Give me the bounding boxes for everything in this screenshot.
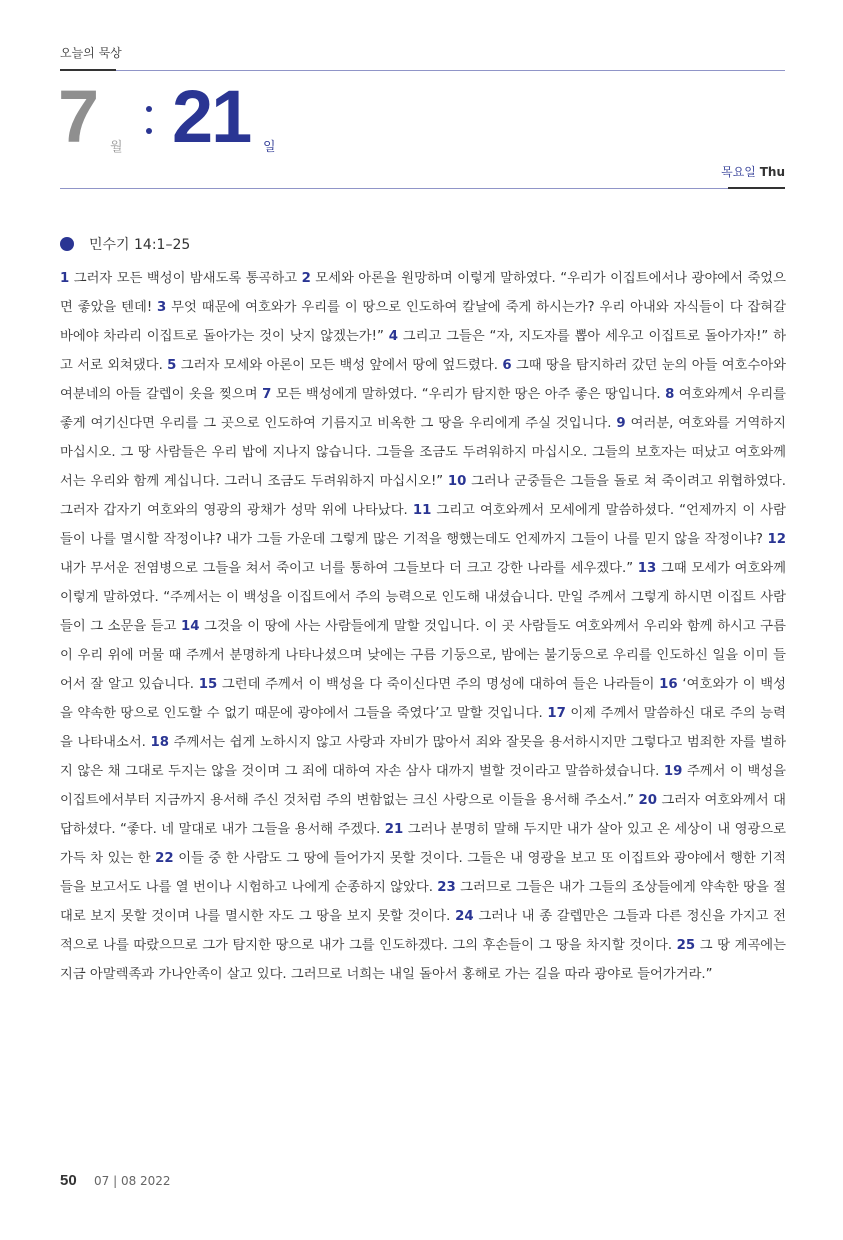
verse-text: 그러자 모세와 아론이 모든 백성 앞에서 땅에 엎드렸다. xyxy=(176,358,503,373)
verse-number: 8 xyxy=(665,387,675,402)
verse-number: 1 xyxy=(60,271,70,286)
verse-number: 24 xyxy=(455,909,474,924)
verse-text: 그러므로 그들은 내가 그들의 조상들에게 약속한 땅을 절대로 보지 못할 것이며 나를 멸시한 자도 그 땅을 보지 못할 것이다. xyxy=(60,880,786,924)
month-unit: 월 xyxy=(110,140,123,155)
verse-number: 25 xyxy=(676,938,696,953)
verse-number: 6 xyxy=(502,358,512,373)
verse-text: 그것을 이 땅에 사는 사람들에게 말할 것입니다. 이 곳 사람들도 여호와께서 우리와 함께 하시고 구름이 우리 위에 머물 때 주께서 분명하게 나타나셨으며 낮에는 구름 기둥으로, 밤에는 불기둥으로 우리를 인도하신 일을 이미 들어서 잘 알고 있습니다. xyxy=(60,619,786,692)
verse-text: 모세와 아론을 원망하며 이렇게 말하였다. “우리가 이집트에서나 광야에서 죽었으면 좋았을 텐데! xyxy=(60,271,786,315)
verse-text: 그러자 모든 백성이 밤새도록 통곡하고 xyxy=(69,271,302,286)
verse-text: 그때 모세가 여호와께 이렇게 말하였다. “주께서는 이 백성을 이집트에서 주의 능력으로 인도해 내셨습니다. 만일 주께서 그렇게 하시면 이집트 사람들이 그 소문을 듣고 xyxy=(60,561,786,634)
page-number: 50 xyxy=(60,1172,77,1189)
verse-text: 그 땅 계곡에는 지금 아말렉족과 가나안족이 살고 있다. 그러므로 너희는 내일 돌아서 홍해로 가는 길을 따라 광야로 들어가거라.” xyxy=(60,938,787,982)
verse-number: 20 xyxy=(638,793,657,808)
weekday-korean: 목요일 xyxy=(721,165,756,179)
header-rule xyxy=(116,70,785,71)
day-number: 21 xyxy=(172,75,251,158)
verse-text: 그러나 분명히 말해 두지만 내가 살아 있고 온 세상이 내 영광으로 가득 차 있는 한 xyxy=(60,822,786,866)
verse-number: 23 xyxy=(437,880,456,895)
bullet-icon xyxy=(60,237,74,251)
verse-number: 16 xyxy=(659,677,678,692)
date-rule xyxy=(60,188,728,189)
verse-number: 14 xyxy=(181,619,200,634)
verse-text: 그리고 그들은 “자, 지도자를 뽑아 세우고 이집트로 돌아가자!” 하고 서로 외쳐댔다. xyxy=(60,329,786,373)
verse-number: 10 xyxy=(447,474,467,489)
weekday-label xyxy=(721,163,785,180)
day-unit: 일 xyxy=(263,140,276,155)
verse-text: 이들 중 한 사람도 그 땅에 들어가지 못할 것이다. 그들은 내 영광을 보고 또 이집트와 광야에서 행한 기적들을 보고서도 나를 열 번이나 시험하고 나에게 순종하지 않았다. xyxy=(60,851,786,895)
verse-number: 13 xyxy=(637,561,657,576)
issue-date: 07 | 08 2022 xyxy=(94,1174,171,1188)
reference-text: 민수기 14:1–25 xyxy=(89,237,191,253)
verse-text: 내가 무서운 전염병으로 그들을 쳐서 죽이고 너를 통하여 그들보다 더 크고 강한 나라를 세우겠다.” xyxy=(60,561,638,576)
verse-text: 그러나 군중들은 그들을 돌로 쳐 죽이려고 위협하였다. 그러자 갑자기 여호와의 영광의 광채가 성막 위에 나타났다. xyxy=(60,474,786,518)
verse-text: 여호와께서 우리를 좋게 여기신다면 우리를 그 곳으로 인도하여 기름지고 비옥한 그 땅을 우리에게 주실 것입니다. xyxy=(60,387,787,431)
verse-number: 12 xyxy=(767,532,786,547)
verse-text: 모든 백성에게 말하였다. “우리가 탐지한 땅은 아주 좋은 땅입니다. xyxy=(271,387,666,402)
verse-number: 7 xyxy=(262,387,272,402)
verse-text: 그런데 주께서 이 백성을 다 죽이신다면 주의 명성에 대하여 들은 나라들이 xyxy=(217,677,660,692)
date-rule-accent xyxy=(728,187,785,189)
date-colon xyxy=(145,104,153,140)
verse-number: 5 xyxy=(167,358,177,373)
month-number: 7 xyxy=(58,75,98,158)
verse-number: 21 xyxy=(384,822,404,837)
verse-number: 4 xyxy=(388,329,398,344)
verse-number: 18 xyxy=(150,735,170,750)
verse-number: 3 xyxy=(157,300,167,315)
verse-number: 17 xyxy=(547,706,566,721)
verse-number: 9 xyxy=(616,416,626,431)
verse-number: 15 xyxy=(198,677,218,692)
verse-text: 무엇 때문에 여호와가 우리를 이 땅으로 인도하여 칼날에 죽게 하시는가? 우리 아내와 자식들이 다 잡혀갈 바에야 차라리 이집트로 돌아가는 것이 낫지 않겠는가!” xyxy=(60,300,786,344)
verse-number: 22 xyxy=(155,851,174,866)
verse-text: 그때 땅을 탐지하러 갔던 눈의 아들 여호수아와 여분네의 아들 갈렙이 옷을 찢으며 xyxy=(60,358,787,402)
weekday-english: Thu xyxy=(759,165,785,179)
verse-text: 주께서 이 백성을 이집트에서부터 지금까지 용서해 주신 것처럼 주의 변함없는 크신 사랑으로 이들을 용서해 주소서.” xyxy=(60,764,786,808)
verse-text: 그리고 여호와께서 모세에게 말씀하셨다. “언제까지 이 사람들이 나를 멸시할 작정이냐? 내가 그들 가운데 그렇게 많은 기적을 행했는데도 언제까지 그들이 나를 믿지 않을 작정이냐? xyxy=(60,503,786,547)
section-title: 오늘의 묵상 xyxy=(60,46,122,60)
scripture-passage xyxy=(60,264,786,989)
verse-number: 2 xyxy=(301,271,311,286)
verse-text: 그러나 내 종 갈렙만은 그들과 다른 정신을 가지고 전적으로 나를 따랐으므로 그가 탐지한 땅으로 내가 그를 인도하겠다. 그의 후손들이 그 땅을 차지할 것이다. xyxy=(60,909,786,953)
scripture-reference xyxy=(60,234,190,254)
verse-text: 주께서는 쉽게 노하시지 않고 사랑과 자비가 많아서 죄와 잘못을 용서하시지만 그렇다고 범죄한 자를 벌하지 않은 채 그대로 두지는 않을 것이며 그 죄에 대하여 자손 삼사 대까지 벌할 것이라고 말씀하셨습니다. xyxy=(60,735,787,779)
verse-text: ‘여호와가 이 백성을 약속한 땅으로 인도할 수 없기 때문에 광야에서 그들을 죽였다’고 말할 것입니다. xyxy=(60,677,786,721)
verse-text: 그러자 여호와께서 대답하셨다. “좋다. 네 말대로 내가 그들을 용서해 주겠다. xyxy=(60,793,786,837)
verse-number: 19 xyxy=(663,764,683,779)
header-rule-accent xyxy=(60,69,116,71)
verse-text: 여러분, 여호와를 거역하지 마십시오. 그 땅 사람들은 우리 밥에 지나지 않습니다. 그들을 조금도 두려워하지 마십시오. 그들의 보호자는 떠났고 여호와께서는 우리와 함께 계십니다. 그러니 조금도 두려워하지 마십시오!” xyxy=(60,416,786,489)
verse-number: 11 xyxy=(412,503,432,518)
verse-text: 이제 주께서 말씀하신 대로 주의 능력을 나타내소서. xyxy=(60,706,786,750)
